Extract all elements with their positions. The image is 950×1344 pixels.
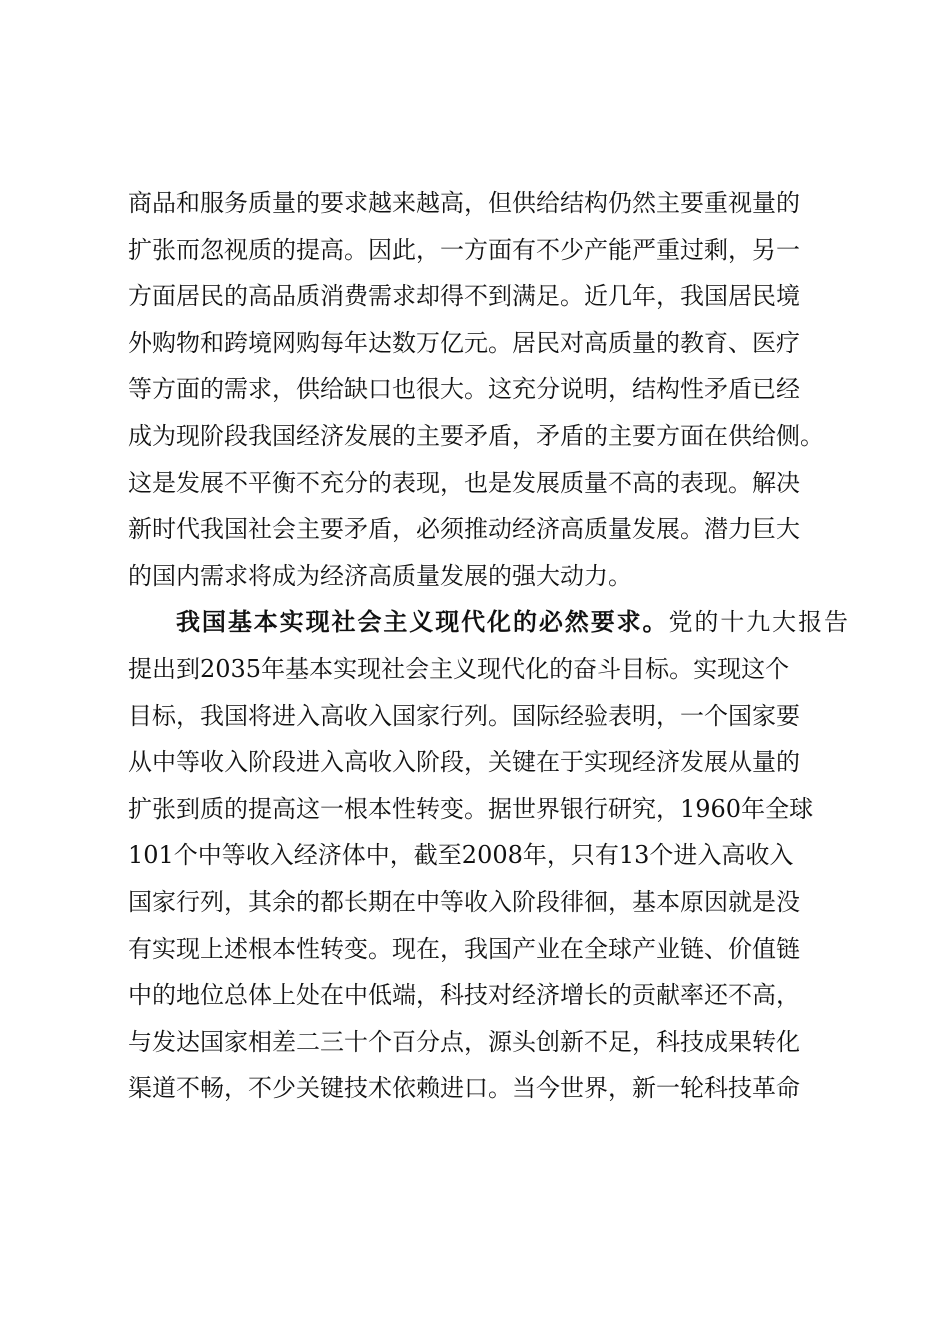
line-text: 与发达国家相差二三十个百分点，源头创新不足，科技成果转化 <box>128 1027 800 1056</box>
line-text: 有实现上述根本性转变。现在，我国产业在全球产业链、价值链 <box>128 934 800 963</box>
text-line <box>128 786 848 833</box>
line-text: 等方面的需求，供给缺口也很大。这充分说明，结构性矛盾已经 <box>128 375 800 404</box>
line-text: 这是发展不平衡不充分的表现，也是发展质量不高的表现。解决 <box>128 468 800 497</box>
text-line <box>128 273 848 320</box>
text-line <box>128 739 848 786</box>
text-line <box>128 227 848 274</box>
line-text: 方面居民的高品质消费需求却得不到满足。近几年，我国居民境 <box>128 282 800 311</box>
text-line <box>128 366 848 413</box>
line-text: 成为现阶段我国经济发展的主要矛盾，矛盾的主要方面在供给侧。 <box>128 421 824 450</box>
text-line <box>128 1019 848 1066</box>
paragraph-lead-heading: 我国基本实现社会主义现代化的必然要求。 <box>176 607 669 637</box>
text-line <box>128 1065 848 1112</box>
text-line <box>128 693 848 740</box>
text-line <box>128 180 848 227</box>
line-text: 外购物和跨境网购每年达数万亿元。居民对高质量的教育、医疗 <box>128 328 800 357</box>
body-text <box>128 180 848 1112</box>
line-text: 新时代我国社会主要矛盾，必须推动经济高质量发展。潜力巨大 <box>128 515 800 544</box>
line-text: 提出到2035年基本实现社会主义现代化的奋斗目标。实现这个 <box>128 654 790 683</box>
line-text: 渠道不畅，不少关键技术依赖进口。当今世界，新一轮科技革命 <box>128 1074 800 1103</box>
line-text: 目标，我国将进入高收入国家行列。国际经验表明，一个国家要 <box>128 701 800 730</box>
line-text: 中的地位总体上处在中低端，科技对经济增长的贡献率还不高， <box>128 981 800 1010</box>
text-line-first <box>128 599 848 646</box>
line-text: 国家行列，其余的都长期在中等收入阶段徘徊，基本原因就是没 <box>128 887 800 916</box>
line-text: 党的十九大报告 <box>668 608 850 637</box>
line-text: 101个中等收入经济体中，截至2008年，只有13个进入高收入 <box>128 841 794 870</box>
text-line <box>128 553 848 600</box>
line-text: 从中等收入阶段进入高收入阶段，关键在于实现经济发展从量的 <box>128 748 800 777</box>
text-line <box>128 832 848 879</box>
text-line <box>128 506 848 553</box>
text-line <box>128 879 848 926</box>
text-line <box>128 320 848 367</box>
text-line <box>128 646 848 693</box>
line-text: 的国内需求将成为经济高质量发展的强大动力。 <box>128 561 632 590</box>
text-line <box>128 413 848 460</box>
line-text: 商品和服务质量的要求越来越高，但供给结构仍然主要重视量的 <box>128 189 800 217</box>
text-line <box>128 972 848 1019</box>
paragraph-1 <box>128 180 848 599</box>
text-line <box>128 926 848 973</box>
line-text: 扩张到质的提高这一根本性转变。据世界银行研究，1960年全球 <box>128 794 814 823</box>
paragraph-2 <box>128 599 848 1112</box>
line-text: 扩张而忽视质的提高。因此，一方面有不少产能严重过剩，另一 <box>128 235 800 264</box>
text-line <box>128 460 848 507</box>
